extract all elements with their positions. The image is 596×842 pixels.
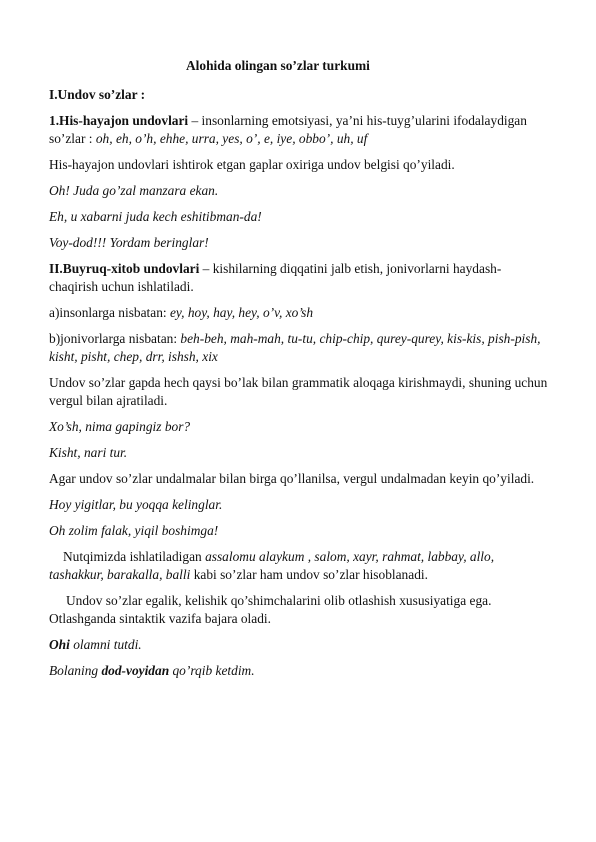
paragraph-buyruq-xitob [49, 260, 549, 296]
examples-list: oh, eh, o’h, ehhe, urra, yes, o’, e, iye, obbo’, uh, uf [95, 131, 368, 146]
item-label: b)jonivorlarga nisbatan: [49, 331, 181, 346]
paragraph-jonivorlarga [49, 330, 549, 366]
term-his-hayajon: 1.His-hayajon undovlari [49, 113, 189, 128]
sentence-rest: qo’rqib ketdim. [169, 663, 255, 678]
examples-list: assalomu alaykum , salom, xayr, rahmat, labbay, allo, tashakkur, barakalla, balli [49, 549, 495, 582]
example-sentence: Eh, u xabarni juda kech eshitibman-da! [49, 209, 262, 224]
body-text: Nutqimizda ishlatiladigan [63, 549, 206, 564]
example-sentence: Oh zolim falak, yiqil boshimga! [49, 523, 219, 538]
examples-list: ey, hoy, hay, hey, o’v, xo’sh [169, 305, 314, 320]
paragraph-undalma-rule: Agar undov so’zlar undalmalar bilan birga qo’llanilsa, vergul undalmadan keyin qo’yiladi. [49, 471, 535, 486]
definition-text: – insonlarning emotsiyasi, ya’ni his-tuyg’ularini ifodalaydigan so’zlar : [49, 113, 527, 146]
page-title: Alohida olingan so’zlar turkumi [186, 58, 370, 73]
paragraph-nutqimizda [49, 548, 549, 584]
example-sentence: Voy-dod!!! Yordam beringlar! [49, 235, 209, 250]
example-sentence: Hoy yigitlar, bu yoqqa kelinglar. [49, 497, 223, 512]
sentence-rest: olamni tutdi. [69, 637, 142, 652]
paragraph-vergul-rule: Undov so’zlar gapda hech qaysi bo’lak bilan grammatik aloqaga kirishmaydi, shuning uchun vergul bilan ajratiladi. [49, 375, 548, 408]
term-buyruq-xitob: II.Buyruq-xitob undovlari [49, 261, 200, 276]
paragraph-insonlarga [49, 304, 549, 322]
highlighted-word: Ohi [49, 637, 70, 652]
definition-text: – kishilarning diqqatini jalb etish, jonivorlarni haydash-chaqirish uchun ishlatiladi. [49, 261, 502, 294]
examples-list: beh-beh, mah-mah, tu-tu, chip-chip, qurey-qurey, kis-kis, pish-pish, kisht, pisht, chep, drr, ishsh, xix [49, 331, 541, 364]
document-page [49, 57, 549, 688]
paragraph-his-hayajon [49, 112, 549, 148]
example-sentence [49, 636, 549, 654]
example-sentence [49, 662, 549, 680]
section-heading-undov: I.Undov so’zlar : [49, 87, 146, 102]
paragraph-otlashish: Undov so’zlar egalik, kelishik qo’shimchalarini olib otlashish xususiyatiga ega. Otlashganda sintaktik vazifa bajara oladi. [49, 593, 492, 626]
example-sentence: Oh! Juda go’zal manzara ekan. [49, 183, 219, 198]
example-sentence: Xo’sh, nima gapingiz bor? [49, 419, 191, 434]
sentence-start: Bolaning [49, 663, 102, 678]
example-sentence: Kisht, nari tur. [49, 445, 128, 460]
body-text: kabi so’zlar ham undov so’zlar hisoblanadi. [190, 567, 428, 582]
item-label: a)insonlarga nisbatan: [49, 305, 170, 320]
highlighted-word: dod-voyidan [101, 663, 170, 678]
paragraph-rule-undov-belgisi: His-hayajon undovlari ishtirok etgan gaplar oxiriga undov belgisi qo’yiladi. [49, 157, 455, 172]
